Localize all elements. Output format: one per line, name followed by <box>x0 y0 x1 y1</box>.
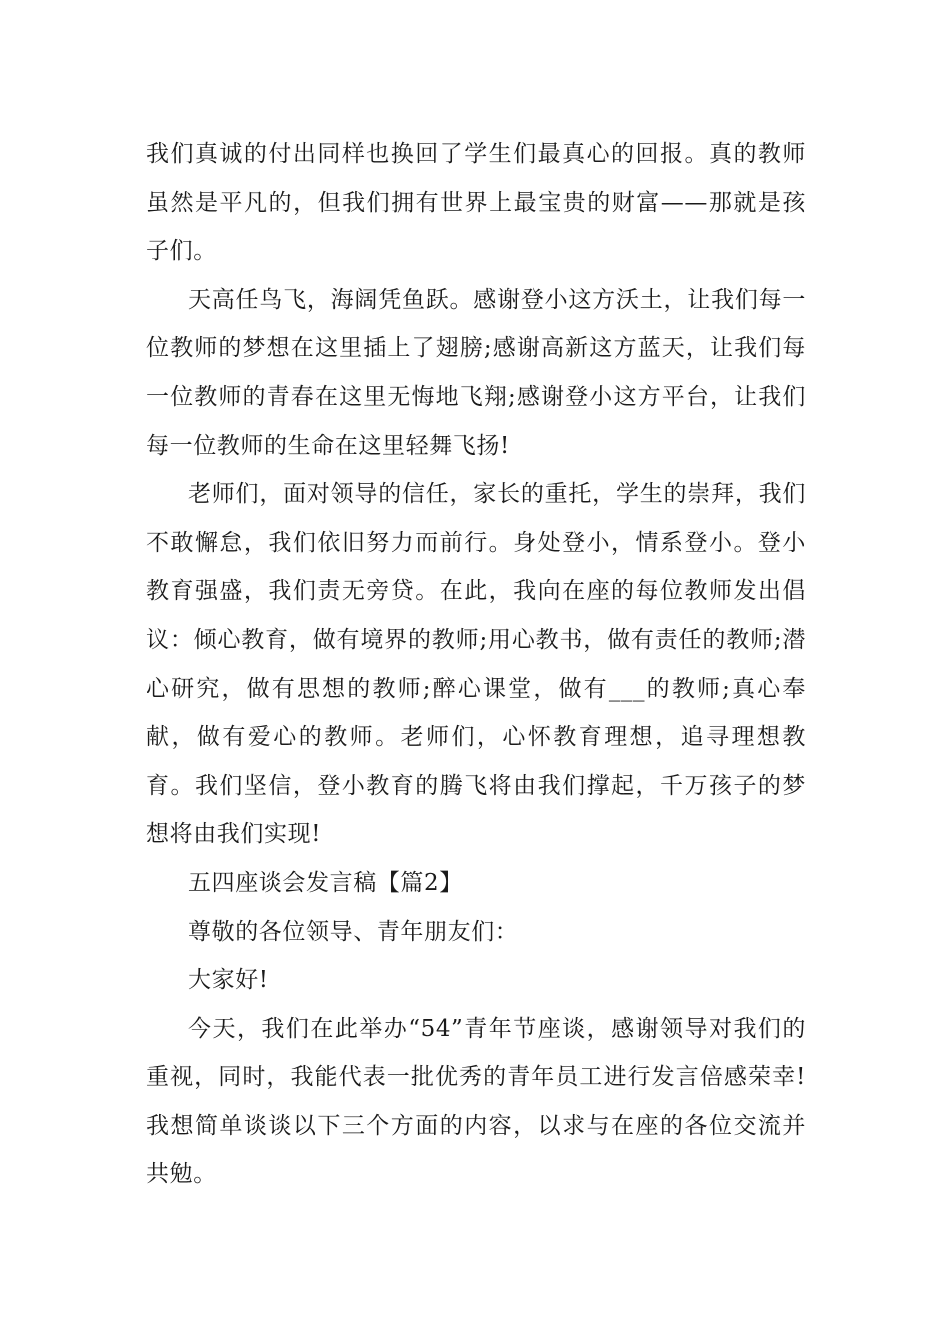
salutation: 尊敬的各位领导、青年朋友们： <box>188 918 519 945</box>
paragraph-proposal: 老师们，面对领导的信任，家长的重托，学生的崇拜，我们不敢懈怠，我们依旧努力而前行。身处登小，情系登小。登小教育强盛，我们责无旁贷。在此，我向在座的每位教师发出倡议：倾心教育，做有境界的教师;用心教书，做有责任的教师;潜心研究，做有思想的教师;醉心课堂，做有___的教师;真心奉献，做有爱心的教师。老师们，心怀教育理想，追寻理想教育。我们坚信，登小教育的腾飞将由我们撑起，千万孩子的梦想将由我们实现! <box>146 481 806 848</box>
document-page <box>146 130 806 1199</box>
paragraph-gratitude: 天高任鸟飞，海阔凭鱼跃。感谢登小这方沃土，让我们每一位教师的梦想在这里插上了翅膀;感谢高新这方蓝天，让我们每一位教师的青春在这里无悔地飞翔;感谢登小这方平台，让我们每一位教师的生命在这里轻舞飞扬! <box>146 286 806 459</box>
greeting: 大家好! <box>188 967 269 994</box>
paragraph-continuation: 我们真诚的付出同样也换回了学生们最真心的回报。真的教师虽然是平凡的，但我们拥有世界上最宝贵的财富——那就是孩子们。 <box>146 141 806 265</box>
section-title: 五四座谈会发言稿【篇2】 <box>188 869 463 896</box>
paragraph-opening: 今天，我们在此举办“54”青年节座谈，感谢领导对我们的重视，同时，我能代表一批优秀的青年员工进行发言倍感荣幸!我想简单谈谈以下三个方面的内容，以求与在座的各位交流并共勉。 <box>146 1015 806 1188</box>
